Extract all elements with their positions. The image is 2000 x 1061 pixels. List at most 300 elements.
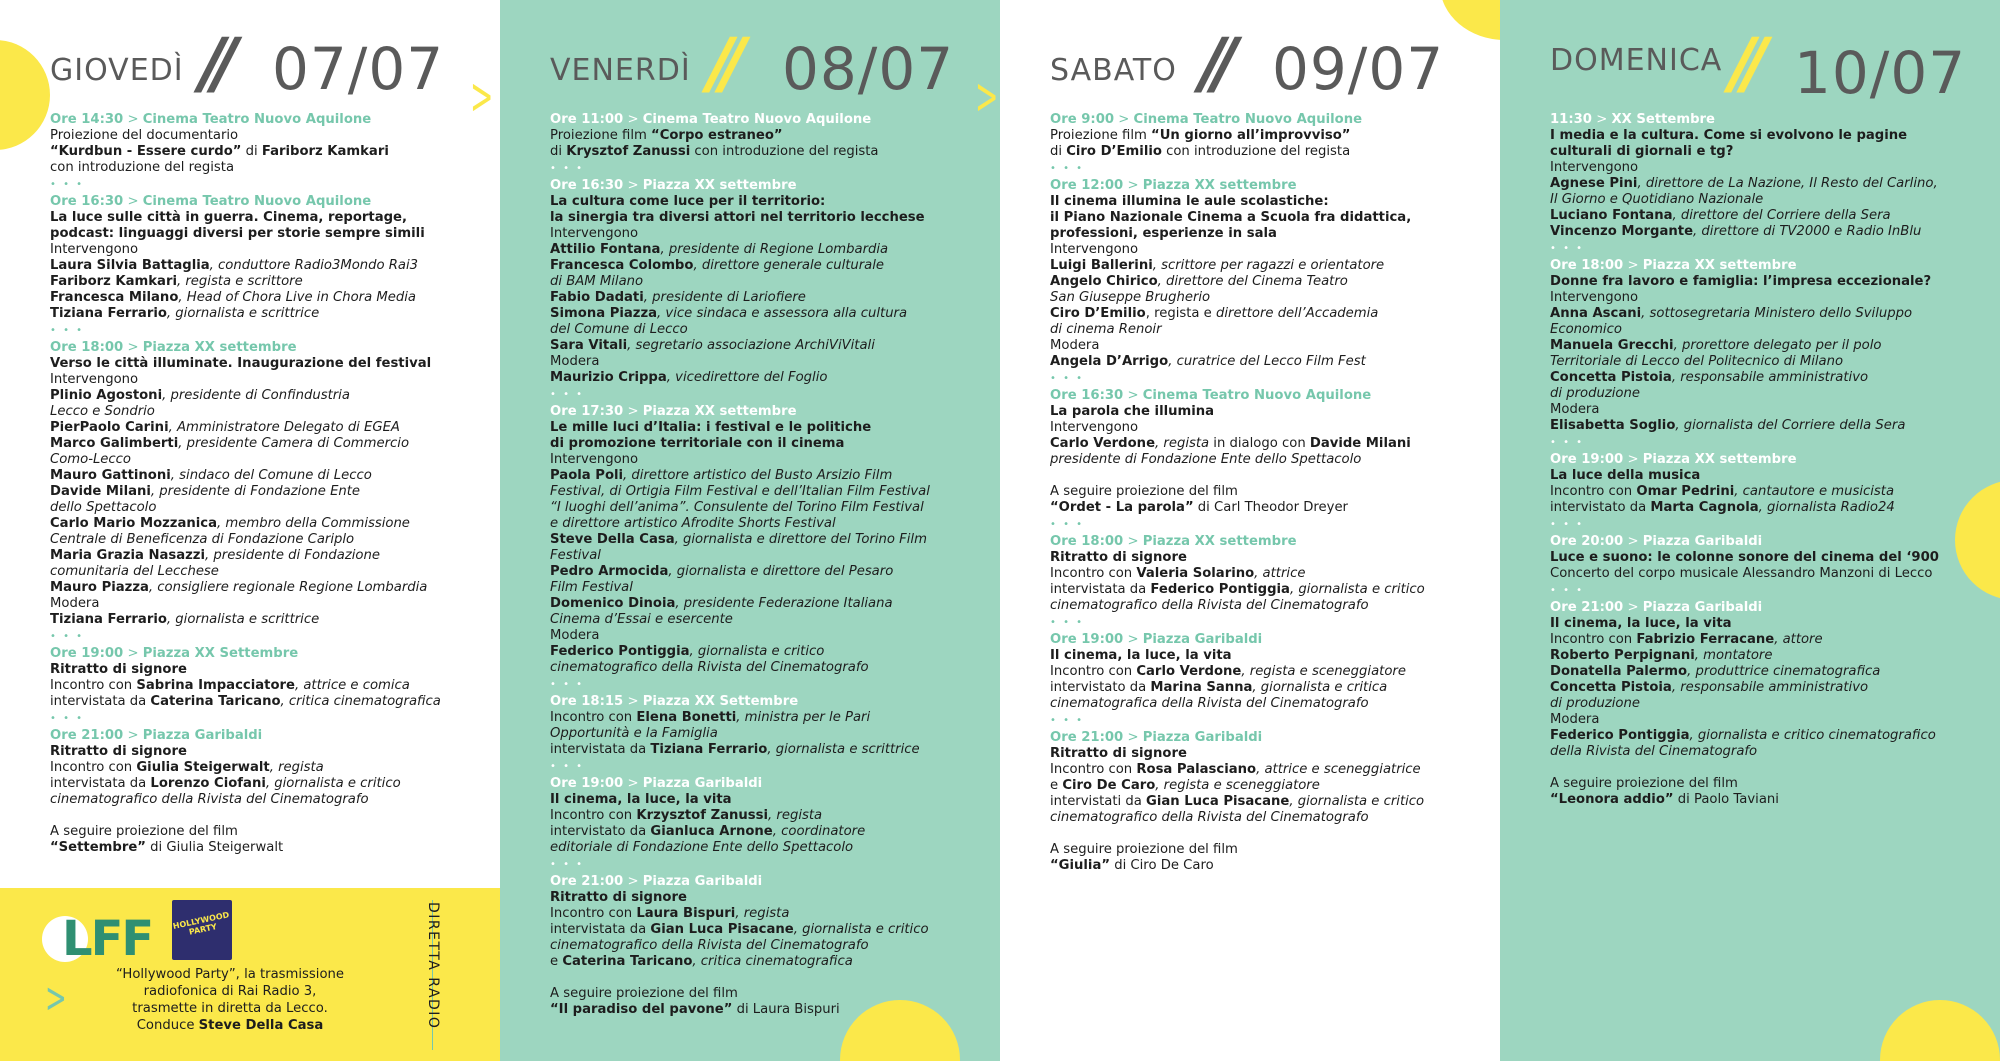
- event-text: , regista e: [1145, 306, 1216, 321]
- event-text: , vice sindaca e assessora alla cultura: [657, 306, 908, 321]
- dots-separator: • • •: [50, 631, 85, 642]
- speaker-name: Tiziana Ferrario: [50, 612, 167, 627]
- day-schedule: [1550, 112, 1980, 811]
- event-text: , conduttore Radio3Mondo Rai3: [209, 258, 419, 273]
- event-line: [50, 274, 480, 290]
- event-time: Ore 20:00: [1550, 534, 1624, 549]
- event-place: XX Settembre: [1611, 112, 1716, 127]
- dots-separator: • • •: [1550, 243, 1585, 254]
- event-header: [1550, 452, 1980, 468]
- event-text: Intervengono: [550, 226, 639, 241]
- speaker-name: Pedro Armocida: [550, 564, 669, 579]
- speaker-name: Marco Galimberti: [50, 436, 179, 451]
- separator-arrow-icon: >: [1627, 258, 1639, 273]
- speaker-name: Elena Bonetti: [636, 710, 737, 725]
- spacer: [50, 808, 480, 824]
- event-time: Ore 18:15: [550, 694, 624, 709]
- radio-desc-line: “Hollywood Party”, la trasmissione: [115, 967, 345, 982]
- event: [1050, 388, 1480, 516]
- event-text: Intervengono: [1050, 420, 1139, 435]
- event-header: [50, 728, 480, 744]
- event-line: [1550, 744, 1980, 760]
- speaker-name: Mauro Gattinoni: [50, 468, 171, 483]
- event-line: [1050, 420, 1480, 436]
- event-line: [50, 760, 480, 776]
- event-line: [550, 840, 980, 856]
- dots-separator: • • •: [1050, 373, 1085, 384]
- event-text: Incontro con: [1050, 566, 1137, 581]
- hollywood-party-logo-text: HOLLYWOOD PARTY: [172, 910, 231, 937]
- event-header: [1050, 388, 1480, 404]
- event-time: Ore 19:00: [50, 646, 124, 661]
- event-text: Opportunità e la Famiglia: [550, 726, 718, 741]
- event-text: , direttore de La Nazione, Il Resto del Carlino,: [1637, 176, 1938, 191]
- event-text: , montatore: [1694, 648, 1773, 663]
- event-time: Ore 21:00: [50, 728, 124, 743]
- event-line: [1050, 810, 1480, 826]
- event-line: [550, 564, 980, 580]
- speaker-name: La cultura come luce per il territorio:: [550, 194, 826, 209]
- separator-arrow-icon: >: [1127, 178, 1139, 193]
- event-line: [550, 452, 980, 468]
- event-text: Festival, di Ortigia Film Festival e dell’Italian Film Festival: [550, 484, 930, 499]
- event-header: [1550, 534, 1980, 550]
- speaker-name: professioni, esperienze in sala: [1050, 226, 1277, 241]
- event-line: [550, 290, 980, 306]
- speaker-name: Krysztof Zanussi: [566, 144, 691, 159]
- event-line: [50, 436, 480, 452]
- event-line: [1550, 274, 1980, 290]
- speaker-name: Ciro De Caro: [1062, 778, 1156, 793]
- event-text: , presidente Camera di Commercio: [178, 436, 410, 451]
- event-line: [550, 824, 980, 840]
- separator-arrow-icon: >: [627, 776, 639, 791]
- event-line: [1550, 418, 1980, 434]
- event-line: [550, 1002, 980, 1018]
- event-text: , vicedirettore del Foglio: [666, 370, 828, 385]
- event-line: [1550, 500, 1980, 516]
- yellow-circle-decoration: [1880, 1000, 2000, 1061]
- event-line: [50, 484, 480, 500]
- event-line: [50, 404, 480, 420]
- event-text: di Carl Theodor Dreyer: [1193, 500, 1348, 515]
- event-line: [1550, 144, 1980, 160]
- event-line: [1050, 794, 1480, 810]
- event-time: Ore 9:00: [1050, 112, 1115, 127]
- event-text: , presidente Federazione Italiana: [675, 596, 893, 611]
- event-text: intervistato da: [1050, 680, 1151, 695]
- speaker-name: “Ordet - La parola”: [1050, 500, 1194, 515]
- event-text: e: [1050, 778, 1063, 793]
- event-text: , giornalista e scrittrice: [767, 742, 920, 757]
- dots-separator: • • •: [1550, 437, 1585, 448]
- speaker-name: Luigi Ballerini: [1050, 258, 1153, 273]
- event-text: , sottosegretaria Ministero dello Sviluppo: [1641, 306, 1913, 321]
- speaker-name: “Giulia”: [1050, 858, 1111, 873]
- event: [1050, 730, 1480, 874]
- event-line: [1550, 386, 1980, 402]
- day-name: SABATO: [1050, 53, 1177, 88]
- lff-logo-text: LFF: [62, 911, 153, 967]
- event-line: [1550, 776, 1980, 792]
- radio-host-name: Steve Della Casa: [198, 1018, 324, 1033]
- event: [50, 194, 480, 322]
- event-text: A seguire proiezione del film: [1550, 776, 1738, 791]
- event-line: [550, 644, 980, 660]
- event-line: [550, 468, 980, 484]
- event-line: [50, 160, 480, 176]
- event-place: Piazza XX settembre: [642, 404, 797, 419]
- event: [1050, 632, 1480, 712]
- event-header: [1050, 112, 1480, 128]
- speaker-name: “Kurdbun - Essere curdo”: [50, 144, 242, 159]
- event-text: intervistati da: [1050, 794, 1146, 809]
- dots-separator: • • •: [550, 389, 585, 400]
- speaker-name: Il cinema illumina le aule scolastiche:: [1050, 194, 1329, 209]
- day-schedule: [1050, 112, 1480, 877]
- speaker-name: Omar Pedrini: [1636, 484, 1735, 499]
- event-text: cinematografica della Rivista del Cinematografo: [1050, 696, 1369, 711]
- radio-desc-pre: Conduce: [136, 1018, 199, 1033]
- dots-separator: • • •: [50, 713, 85, 724]
- speaker-name: Luciano Fontana: [1550, 208, 1673, 223]
- day-date: 09/07: [1272, 35, 1445, 103]
- day-header: [1550, 24, 1980, 107]
- event-text: , giornalista Radio24: [1758, 500, 1895, 515]
- event-text: , giornalista e scrittrice: [166, 306, 320, 321]
- speaker-name: Donatella Palermo: [1550, 664, 1688, 679]
- speaker-name: Gian Luca Pisacane: [650, 922, 794, 937]
- event-text: con introduzione del regista: [690, 144, 879, 159]
- event-text: , giornalista e direttore del Pesaro: [668, 564, 894, 579]
- event-time: Ore 19:00: [1550, 452, 1624, 467]
- speaker-name: Concetta Pistoia: [1550, 680, 1672, 695]
- event-line: [50, 564, 480, 580]
- event-text: , consigliere regionale Regione Lombardia: [148, 580, 428, 595]
- speaker-name: Elisabetta Soglio: [1550, 418, 1676, 433]
- event-line: [1550, 648, 1980, 664]
- chevron-right-icon: >: [975, 66, 999, 127]
- event-line: [1550, 160, 1980, 176]
- event-time: Ore 21:00: [1050, 730, 1124, 745]
- speaker-name: “Un giorno all’improvviso”: [1151, 128, 1351, 143]
- event-line: [1050, 452, 1480, 468]
- day-name: VENERDÌ: [550, 53, 691, 88]
- separator-arrow-icon: >: [627, 874, 639, 889]
- speaker-name: Gian Luca Pisacane: [1146, 794, 1290, 809]
- radio-description: [100, 966, 360, 1034]
- event-text: Modera: [550, 628, 600, 643]
- event-line: [550, 242, 980, 258]
- event-text: , presidente di Fondazione Ente: [150, 484, 361, 499]
- speaker-name: Luce e suono: le colonne sonore del cinema del ‘900: [1550, 550, 1939, 565]
- speaker-name: Rosa Palasciano: [1136, 762, 1257, 777]
- event-line: [550, 210, 980, 226]
- event-line: [550, 516, 980, 532]
- event-line: [1550, 176, 1980, 192]
- event-text: cinematografico della Rivista del Cinematografo: [550, 660, 869, 675]
- event-line: [1050, 484, 1480, 500]
- event-text: intervistata da: [50, 776, 151, 791]
- event-line: [50, 500, 480, 516]
- event-line: [1550, 306, 1980, 322]
- event: [50, 112, 480, 176]
- chevron-right-icon: >: [470, 66, 494, 127]
- event-text: di: [241, 144, 262, 159]
- event-line: [1550, 128, 1980, 144]
- event-header: [550, 874, 980, 890]
- event-text: Film Festival: [550, 580, 633, 595]
- speaker-name: Laura Bispuri: [636, 906, 736, 921]
- separator-arrow-icon: >: [1596, 112, 1608, 127]
- event-line: [1550, 728, 1980, 744]
- speaker-name: Federico Pontiggia: [1150, 582, 1290, 597]
- event-line: [50, 580, 480, 596]
- event-line: [1050, 290, 1480, 306]
- speaker-name: Manuela Grecchi: [1550, 338, 1674, 353]
- event-line: [50, 356, 480, 372]
- event-line: [1550, 566, 1980, 582]
- speaker-name: Concetta Pistoia: [1550, 370, 1672, 385]
- event-line: [50, 612, 480, 628]
- event-line: [50, 144, 480, 160]
- event-text: , curatrice del Lecco Film Fest: [1168, 354, 1366, 369]
- speaker-name: Laura Silvia Battaglia: [50, 258, 210, 273]
- event-line: [550, 580, 980, 596]
- event-text: , cantautore e musicista: [1734, 484, 1895, 499]
- speaker-name: Roberto Perpignani: [1550, 648, 1695, 663]
- event-line: [1550, 680, 1980, 696]
- event-line: [1050, 194, 1480, 210]
- dots-separator: • • •: [1050, 519, 1085, 530]
- event-text: , Head of Chora Live in Chora Media: [178, 290, 416, 305]
- event-text: Incontro con: [1550, 484, 1637, 499]
- event: [550, 404, 980, 676]
- event-text: A seguire proiezione del film: [50, 824, 238, 839]
- speaker-name: Federico Pontiggia: [550, 644, 690, 659]
- event-line: [550, 226, 980, 242]
- separator-arrow-icon: >: [1127, 534, 1139, 549]
- event-text: cinematografico della Rivista del Cinematografo: [550, 938, 869, 953]
- speaker-name: Donne fra lavoro e famiglia: l’impresa eccezionale?: [1550, 274, 1932, 289]
- event-text: Modera: [1050, 338, 1100, 353]
- event-place: Piazza XX settembre: [1642, 258, 1797, 273]
- event-text: cinematografico della Rivista del Cinematografo: [50, 792, 369, 807]
- event-text: e direttore artistico Afrodite Shorts Festival: [550, 516, 836, 531]
- event-header: [1050, 730, 1480, 746]
- speaker-name: Francesca Colombo: [550, 258, 694, 273]
- event-text: , regista: [735, 906, 790, 921]
- day-slash: //: [1200, 24, 1226, 103]
- event-line: [50, 452, 480, 468]
- event-time: Ore 19:00: [550, 776, 624, 791]
- event-line: [50, 128, 480, 144]
- dots-separator: • • •: [1550, 519, 1585, 530]
- event-line: [50, 372, 480, 388]
- event-line: [550, 322, 980, 338]
- event-text: Incontro con: [50, 678, 137, 693]
- event-text: cinematografico della Rivista del Cinematografo: [1050, 598, 1369, 613]
- event-text: Intervengono: [1550, 290, 1639, 305]
- event-time: Ore 12:00: [1050, 178, 1124, 193]
- speaker-name: Ritratto di signore: [1050, 746, 1187, 761]
- radio-desc-line: radiofonica di Rai Radio 3,: [143, 984, 317, 999]
- event-line: [1050, 436, 1480, 452]
- event-text: , ministra per le Pari: [736, 710, 871, 725]
- event-text: , presidente di Regione Lombardia: [660, 242, 889, 257]
- event-line: [550, 194, 980, 210]
- speaker-name: Attilio Fontana: [550, 242, 661, 257]
- speaker-name: “Settembre”: [50, 840, 146, 855]
- event-line: [550, 808, 980, 824]
- event-line: [1550, 468, 1980, 484]
- event-text: Incontro con: [550, 906, 637, 921]
- event-line: [550, 338, 980, 354]
- event-line: [550, 906, 980, 922]
- event-header: [550, 178, 980, 194]
- day-column-4: [1500, 0, 2000, 1061]
- event-text: , Amministratore Delegato di EGEA: [168, 420, 400, 435]
- event-header: [550, 112, 980, 128]
- event-text: Modera: [50, 596, 100, 611]
- event-text: , presidente di Confindustria: [162, 388, 350, 403]
- speaker-name: Davide Milani: [1309, 436, 1411, 451]
- event-place: Piazza XX settembre: [1642, 452, 1797, 467]
- speaker-name: Ritratto di signore: [50, 744, 187, 759]
- event-text: Lecco e Sondrio: [50, 404, 155, 419]
- event-text: della Rivista del Cinematografo: [1550, 744, 1758, 759]
- event-header: [50, 112, 480, 128]
- event-text: Concerto del corpo musicale Alessandro Manzoni di Lecco: [1550, 566, 1933, 581]
- event-header: [550, 404, 980, 420]
- speaker-name: La luce della musica: [1550, 468, 1701, 483]
- event-text: , presidente di Fondazione: [205, 548, 380, 563]
- event: [550, 776, 980, 856]
- dots-separator: • • •: [550, 859, 585, 870]
- speaker-name: Ritratto di signore: [50, 662, 187, 677]
- event-line: [1050, 322, 1480, 338]
- event-text: di cinema Renoir: [1050, 322, 1162, 337]
- separator-arrow-icon: >: [1627, 600, 1639, 615]
- event-text: , segretario associazione ArchiViVitali: [627, 338, 875, 353]
- speaker-name: Fabio Dadati: [550, 290, 644, 305]
- event-text: intervistata da: [550, 922, 651, 937]
- speaker-name: Federico Pontiggia: [1550, 728, 1690, 743]
- speaker-name: Fabrizio Ferracane: [1636, 632, 1775, 647]
- event-line: [1050, 762, 1480, 778]
- separator-arrow-icon: >: [127, 112, 139, 127]
- event: [50, 646, 480, 710]
- day-column-3: [1000, 0, 1500, 1061]
- event-text: , regista: [768, 808, 823, 823]
- event-line: [1550, 322, 1980, 338]
- event-place: Piazza Garibaldi: [1142, 730, 1263, 745]
- event-place: Piazza Garibaldi: [142, 728, 263, 743]
- event-line: [1550, 696, 1980, 712]
- event-text: , presidente di Lariofiere: [643, 290, 806, 305]
- day-schedule: [550, 112, 980, 1021]
- event-line: [1050, 306, 1480, 322]
- dots-separator: • • •: [550, 163, 585, 174]
- event-text: di Paolo Taviani: [1673, 792, 1779, 807]
- event-line: [1550, 616, 1980, 632]
- speaker-name: Le mille luci d’Italia: i festival e le politiche: [550, 420, 872, 435]
- event-line: [50, 258, 480, 274]
- event-time: 11:30: [1550, 112, 1592, 127]
- hollywood-party-logo: [172, 900, 232, 960]
- event-line: [550, 660, 980, 676]
- speaker-name: La parola che illumina: [1050, 404, 1215, 419]
- event-text: , direttore del Corriere della Sera: [1672, 208, 1891, 223]
- speaker-name: Francesca Milano: [50, 290, 179, 305]
- event-line: [1050, 842, 1480, 858]
- event-text: comunitaria del Lecchese: [50, 564, 219, 579]
- event-text: intervistata da: [1050, 582, 1151, 597]
- event-line: [50, 792, 480, 808]
- event-line: [550, 436, 980, 452]
- event-text: Economico: [1550, 322, 1622, 337]
- event-place: Piazza Garibaldi: [642, 776, 763, 791]
- event-line: [1050, 778, 1480, 794]
- event-header: [550, 694, 980, 710]
- day-slash: //: [1730, 24, 1756, 103]
- diretta-radio-label: DIRETTA RADIO: [425, 902, 441, 1030]
- speaker-name: Verso le città illuminate. Inaugurazione del festival: [50, 356, 432, 371]
- separator-arrow-icon: >: [127, 646, 139, 661]
- speaker-name: Caterina Taricano: [150, 694, 281, 709]
- event-line: [550, 500, 980, 516]
- speaker-name: Plinio Agostoni: [50, 388, 163, 403]
- speaker-name: Anna Ascani: [1550, 306, 1642, 321]
- event-line: [50, 776, 480, 792]
- event-text: di: [1050, 144, 1067, 159]
- event-text: con introduzione del regista: [50, 160, 235, 175]
- event-text: , giornalista e critico: [1289, 794, 1425, 809]
- yellow-circle-decoration: [0, 40, 50, 150]
- event-text: , giornalista e critica: [1252, 680, 1388, 695]
- chevron-right-icon: >: [45, 975, 67, 1023]
- event-text: di Laura Bispuri: [732, 1002, 840, 1017]
- event-time: Ore 16:30: [1050, 388, 1124, 403]
- event-text: Il Giorno e Quotidiano Nazionale: [1550, 192, 1764, 207]
- event-line: [550, 890, 980, 906]
- event-text: dello Spettacolo: [50, 500, 157, 515]
- event-place: Piazza XX settembre: [142, 340, 297, 355]
- event-line: [1050, 404, 1480, 420]
- event-line: [50, 548, 480, 564]
- event: [1050, 112, 1480, 160]
- dots-separator: • • •: [50, 179, 85, 190]
- speaker-name: Maria Grazia Nasazzi: [50, 548, 206, 563]
- separator-arrow-icon: >: [1127, 632, 1139, 647]
- event-text: di produzione: [1550, 696, 1640, 711]
- event-line: [1050, 226, 1480, 242]
- event-time: Ore 21:00: [550, 874, 624, 889]
- event-text: , produttrice cinematografica: [1687, 664, 1881, 679]
- event-time: Ore 18:00: [50, 340, 124, 355]
- event: [550, 874, 980, 1018]
- speaker-name: culturali di giornali e tg?: [1550, 144, 1734, 159]
- event-line: [1550, 792, 1980, 808]
- day-date: 08/07: [782, 35, 955, 103]
- event: [550, 694, 980, 758]
- event: [550, 178, 980, 386]
- speaker-name: Gianluca Arnone: [650, 824, 773, 839]
- dots-separator: • • •: [1050, 617, 1085, 628]
- speaker-name: la sinergia tra diversi attori nel territorio lecchese: [550, 210, 925, 225]
- event-text: , regista: [1155, 436, 1210, 451]
- separator-arrow-icon: >: [127, 194, 139, 209]
